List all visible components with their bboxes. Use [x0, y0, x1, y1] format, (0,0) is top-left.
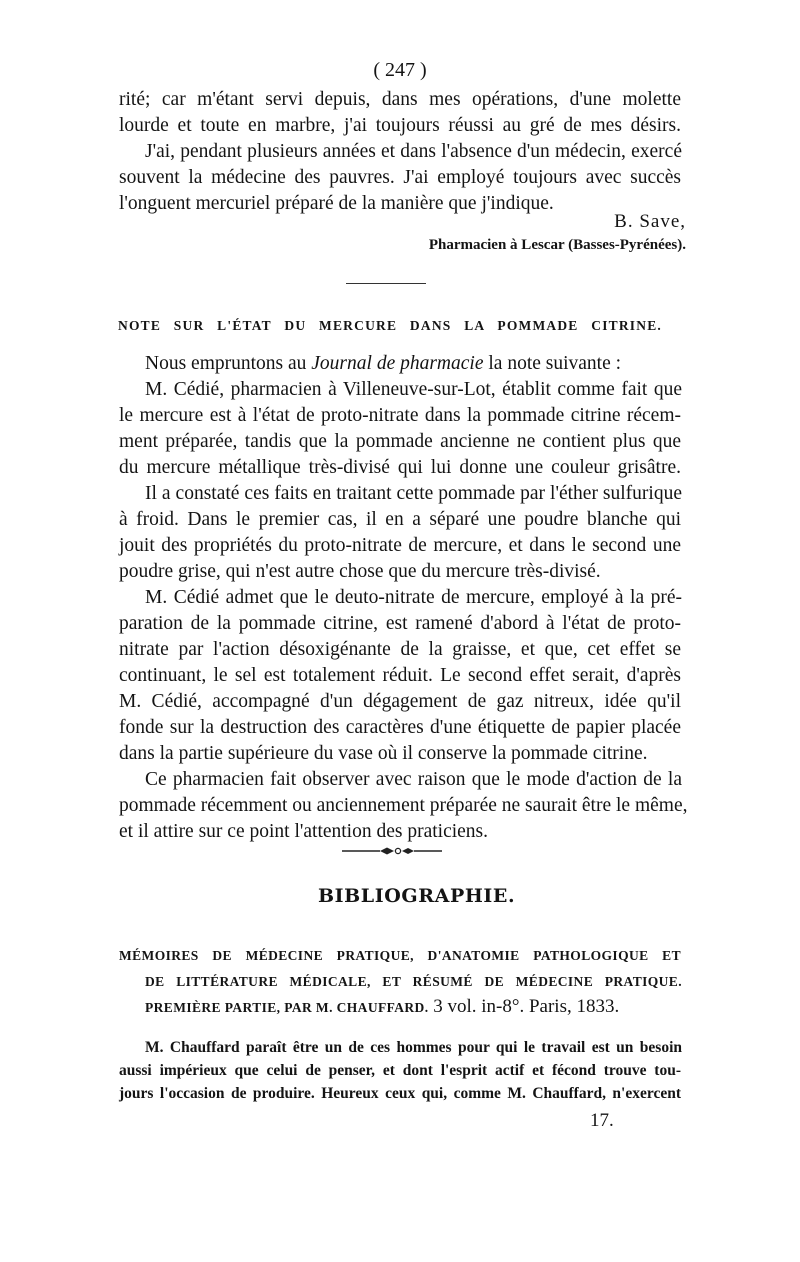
- note-line-5: Il a constaté ces faits en traitant cette pommade par l'éther sulfurique: [145, 483, 682, 504]
- page-number: ( 247 ): [373, 59, 427, 81]
- note-intro: [145, 354, 621, 374]
- note-line-12: continuant, le sel est totalement réduit. Le second effet serait, d'après: [119, 665, 681, 686]
- note-line-10: paration de la pommade citrine, est ramené d'abord à l'état de proto-: [119, 613, 681, 634]
- entry-publication: 3 vol. in-8°. Paris, 1833.: [428, 996, 620, 1017]
- note-line-15: dans la partie supérieure du vase où il conserve la pommade citrine.: [119, 743, 648, 764]
- note-line-14: fonde sur la destruction des caractères d'une étiquette de papier placée: [119, 717, 681, 738]
- signature-affiliation: Pharmacien à Lescar (Basses-Pyrénées).: [428, 237, 686, 253]
- section-divider: [346, 283, 426, 284]
- note-line-1: M. Cédié, pharmacien à Villeneuve-sur-Lot, établit comme fait que: [145, 379, 682, 400]
- note-line-17: pommade récemment ou anciennement préparée ne saurait être le même,: [119, 795, 688, 816]
- note-line-11: nitrate par l'action désoxigénante de la graisse, et que, cet effet se: [119, 639, 681, 660]
- note-line-13: M. Cédié, accompagné d'un dégagement de gaz nitreux, idée qu'il: [119, 691, 681, 712]
- note-line-16: Ce pharmacien fait observer avec raison que le mode d'action de la: [145, 769, 682, 790]
- entry-line-2: DE LITTÉRATURE MÉDICALE, ET RÉSUMÉ DE MÉDECINE PRATIQUE.: [145, 974, 682, 989]
- signature-name: B. Save,: [614, 211, 686, 232]
- signature-mark: 17.: [590, 1110, 614, 1131]
- letter-line-3: J'ai, pendant plusieurs années et dans l'absence d'un médecin, exercé: [145, 141, 682, 162]
- review-line-2: aussi impérieux que celui de penser, et dont l'esprit actif et fécond trouve tou-: [119, 1062, 681, 1079]
- ornament-divider-icon: [342, 844, 442, 858]
- note-line-7: jouit des propriétés du proto-nitrate de mercure, et dans le second une: [119, 535, 681, 556]
- entry-line-1: MÉMOIRES DE MÉDECINE PRATIQUE, D'ANATOMIE PATHOLOGIQUE ET: [119, 948, 681, 963]
- note-line-6: à froid. Dans le premier cas, il en a séparé une poudre blanche qui: [119, 509, 681, 530]
- letter-line-5: l'onguent mercuriel préparé de la manière que j'indique.: [119, 193, 554, 214]
- entry-author: PREMIÈRE PARTIE, PAR M. CHAUFFARD.: [145, 1000, 429, 1015]
- letter-line-4: souvent la médecine des pauvres. J'ai employé toujours avec succès: [119, 167, 681, 188]
- review-line-3: jours l'occasion de produire. Heureux ceux qui, comme M. Chauffard, n'exercent: [119, 1085, 681, 1102]
- journal-title: Journal de pharmacie: [311, 353, 484, 374]
- note-line-18: et il attire sur ce point l'attention des praticiens.: [119, 821, 489, 842]
- note-intro-after: la note suivante :: [483, 353, 622, 374]
- note-line-9: M. Cédié admet que le deuto-nitrate de mercure, employé à la pré-: [145, 587, 682, 608]
- note-line-3: ment préparée, tandis que la pommade ancienne ne contient plus que: [119, 431, 681, 452]
- letter-line-1: rité; car m'étant servi depuis, dans mes opérations, d'une molette: [119, 89, 681, 110]
- review-line-1: M. Chauffard paraît être un de ces hommes pour qui le travail est un besoin: [145, 1039, 682, 1056]
- note-line-8: poudre grise, qui n'est autre chose que du mercure très-divisé.: [119, 561, 601, 582]
- note-line-4: du mercure métallique très-divisé qui lui donne une couleur grisâtre.: [119, 457, 681, 478]
- letter-line-2: lourde et toute en marbre, j'ai toujours réussi au gré de mes désirs.: [119, 115, 681, 136]
- entry-line-3: [145, 997, 619, 1016]
- note-line-2: le mercure est à l'état de proto-nitrate dans la pommade citrine récem-: [119, 405, 681, 426]
- note-intro-before: Nous empruntons au: [145, 353, 312, 374]
- bibliography-title: BIBLIOGRAPHIE.: [318, 885, 516, 907]
- note-heading: NOTE SUR L'ÉTAT DU MERCURE DANS LA POMMADE CITRINE.: [118, 318, 662, 333]
